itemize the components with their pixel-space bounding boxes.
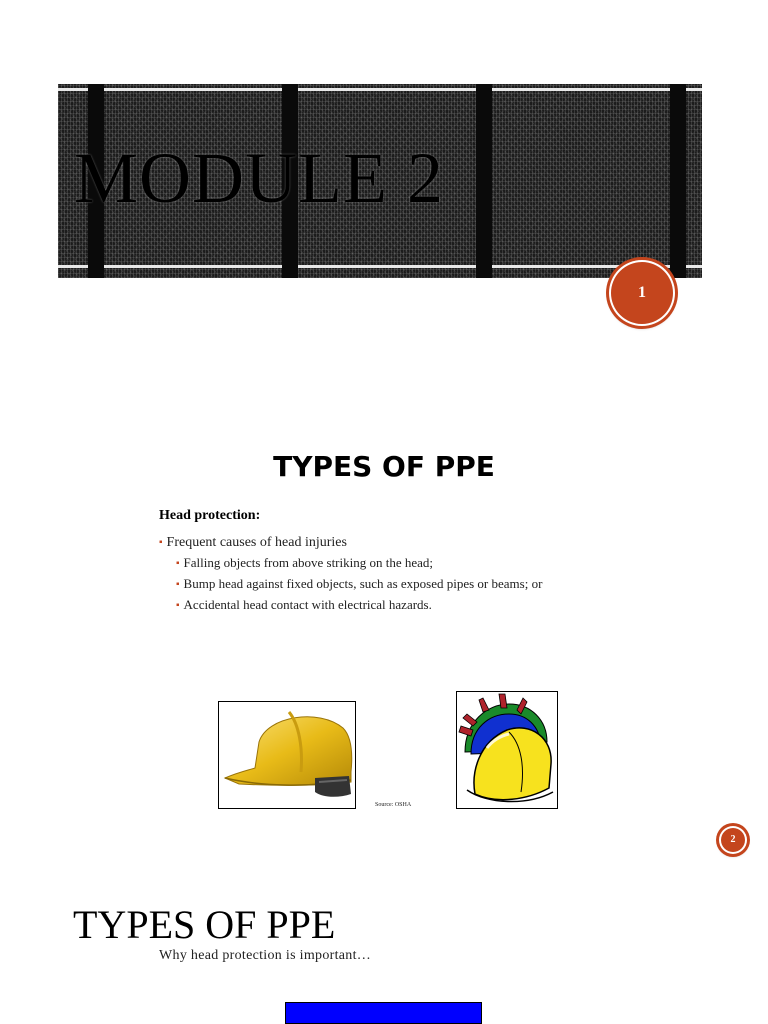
sub-bullet-item bbox=[176, 597, 432, 613]
banner-column bbox=[476, 84, 492, 278]
blue-banner-box bbox=[285, 1002, 482, 1024]
bullet-text: Frequent causes of head injuries bbox=[166, 535, 347, 550]
page-number-badge: 1 bbox=[609, 260, 675, 326]
slide-title: TYPES OF PPE bbox=[73, 902, 336, 947]
hard-hat-icon bbox=[219, 702, 355, 808]
bullet-icon: ▪ bbox=[176, 600, 180, 611]
sub-bullet-text: Falling objects from above striking on the head; bbox=[183, 555, 434, 570]
hard-hat-suspension-icon bbox=[457, 692, 557, 808]
sub-bullet-item bbox=[176, 576, 542, 592]
bullet-icon: ▪ bbox=[159, 537, 163, 548]
slide-subtitle: Why head protection is important… bbox=[159, 948, 372, 963]
section-heading: Head protection: bbox=[159, 508, 261, 523]
sub-bullet-item bbox=[176, 555, 433, 571]
source-caption: Source: OSHA bbox=[375, 802, 412, 808]
page-number-badge: 2 bbox=[719, 826, 747, 854]
banner-stripe bbox=[58, 88, 702, 91]
bullet-item bbox=[159, 535, 347, 551]
sub-bullet-text: Bump head against fixed objects, such as exposed pipes or beams; or bbox=[183, 576, 543, 591]
banner-stripe bbox=[58, 265, 702, 268]
slide-title: TYPES OF PPE bbox=[273, 450, 495, 483]
module-title: MODULE 2 bbox=[74, 138, 444, 218]
hard-hat-suspension-drawing bbox=[456, 691, 558, 809]
sub-bullet-text: Accidental head contact with electrical hazards. bbox=[183, 597, 432, 612]
bullet-icon: ▪ bbox=[176, 558, 180, 569]
hard-hat-photo bbox=[218, 701, 356, 809]
bullet-icon: ▪ bbox=[176, 579, 180, 590]
banner-column bbox=[670, 84, 686, 278]
